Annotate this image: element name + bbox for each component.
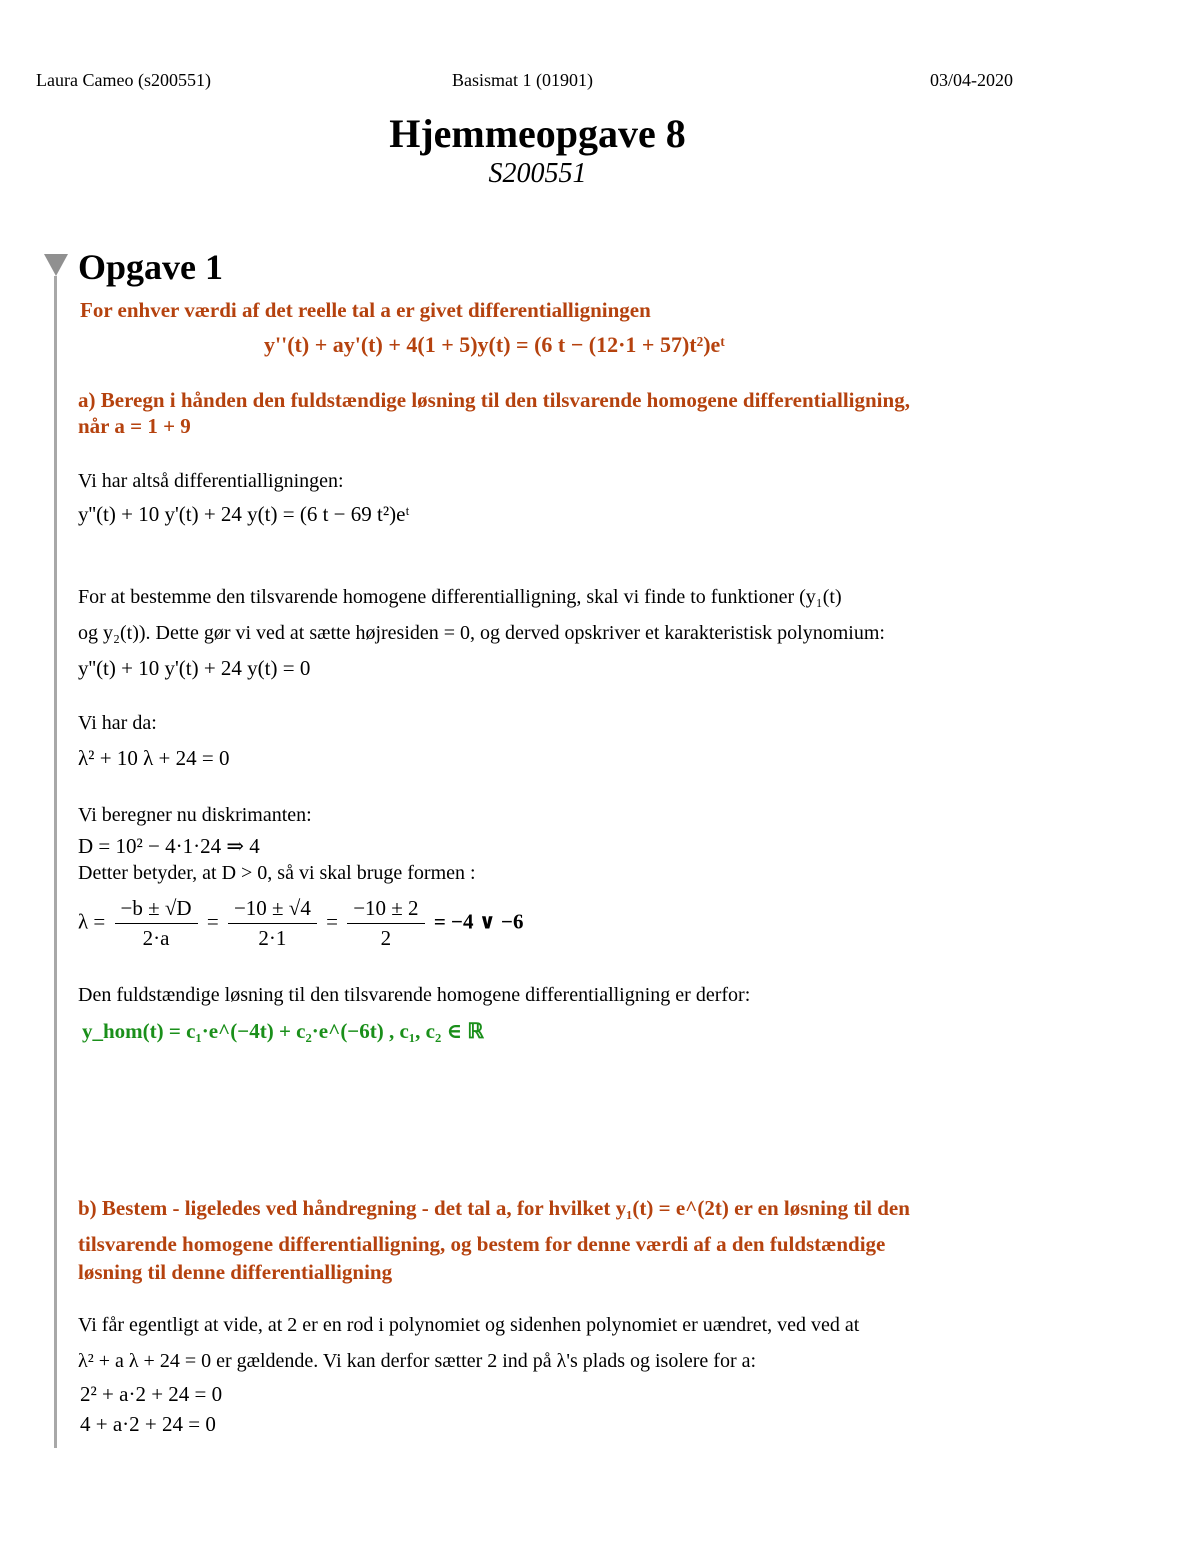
equation-2: y''(t) + 10 y'(t) + 24 y(t) = 0 [78, 656, 311, 680]
fraction-2 [228, 896, 317, 951]
lambda-result: = −4 ∨ −6 [433, 909, 524, 934]
text-4: Vi beregner nu diskrimanten: [78, 804, 312, 826]
homogeneous-solution: y_hom(t) = c₁·e^(−4t) + c₂·e^(−6t) , c₁, c₂ ∈ ℝ [82, 1019, 484, 1043]
part-a-line1: a) Beregn i hånden den fuldstændige løsning til den tilsvarende homogene differentialligning, [78, 388, 910, 412]
header-course: Basismat 1 (01901) [452, 70, 593, 90]
header-date: 03/04-2020 [930, 70, 1013, 90]
fraction-2-numerator: −10 ± √4 [228, 896, 317, 924]
header-author: Laura Cameo (s200551) [36, 70, 211, 90]
text-8: λ² + a λ + 24 = 0 er gældende. Vi kan derfor sætter 2 ind på λ's plads og isolere for a: [78, 1350, 757, 1372]
section-bar[interactable] [54, 276, 57, 1448]
fraction-3-numerator: −10 ± 2 [347, 896, 424, 924]
equation-5: 2² + a·2 + 24 = 0 [80, 1382, 223, 1406]
task-intro: For enhver værdi af det reelle tal a er givet differentialligningen [80, 298, 651, 322]
text-2b: og y₂(t)). Dette gør vi ved at sætte højresiden = 0, og derved opskriver et karakteristisk polynomium: [78, 622, 885, 644]
part-b-line1: b) Bestem - ligeledes ved håndregning - det tal a, for hvilket y₁(t) = e^(2t) er en løsning til den [78, 1196, 910, 1220]
page-title: Hjemmeopgave 8 [389, 111, 686, 156]
collapse-triangle-icon[interactable] [44, 254, 68, 276]
equals-sign: = [206, 909, 219, 934]
page-subtitle: S200551 [488, 158, 587, 189]
fraction-1-numerator: −b ± √D [115, 896, 198, 924]
equation-4: D = 10² − 4·1·24 ⇒ 4 [78, 834, 260, 858]
text-3: Vi har da: [78, 712, 157, 734]
part-b-line3: løsning til denne differentialligning [78, 1260, 393, 1284]
fraction-3 [347, 896, 424, 951]
fraction-2-denominator: 2·1 [258, 926, 287, 950]
fraction-3-denominator: 2 [380, 926, 392, 950]
text-5: Detter betyder, at D > 0, så vi skal bruge formen : [78, 862, 476, 884]
equation-6: 4 + a·2 + 24 = 0 [80, 1412, 216, 1436]
section-heading: Opgave 1 [78, 247, 224, 287]
equals-sign: = [326, 909, 338, 934]
text-6: Den fuldstændige løsning til den tilsvarende homogene differentialligning er derfor: [78, 984, 751, 1006]
lambda-lhs: λ = [78, 909, 106, 934]
lambda-formula [78, 896, 524, 951]
part-b-line2: tilsvarende homogene differentialligning, og bestem for denne værdi af a den fuldstændige [78, 1232, 886, 1256]
text-2a: For at bestemme den tilsvarende homogene differentialligning, skal vi finde to funktioner (y₁(t) [78, 586, 842, 608]
fraction-1 [115, 896, 198, 951]
text-1: Vi har altså differentialligningen: [78, 470, 344, 492]
text-7: Vi får egentligt at vide, at 2 er en rod i polynomiet og sidenhen polynomiet er uændret, ved ved at [78, 1314, 860, 1336]
given-equation: y''(t) + ay'(t) + 4(1 + 5)y(t) = (6 t − (12·1 + 57)t²)eᵗ [264, 332, 725, 357]
fraction-1-denominator: 2·a [142, 926, 170, 950]
part-a-line2: når a = 1 + 9 [78, 414, 191, 438]
equation-1: y''(t) + 10 y'(t) + 24 y(t) = (6 t − 69 t²)eᵗ [78, 502, 410, 526]
equation-3: λ² + 10 λ + 24 = 0 [78, 746, 230, 770]
